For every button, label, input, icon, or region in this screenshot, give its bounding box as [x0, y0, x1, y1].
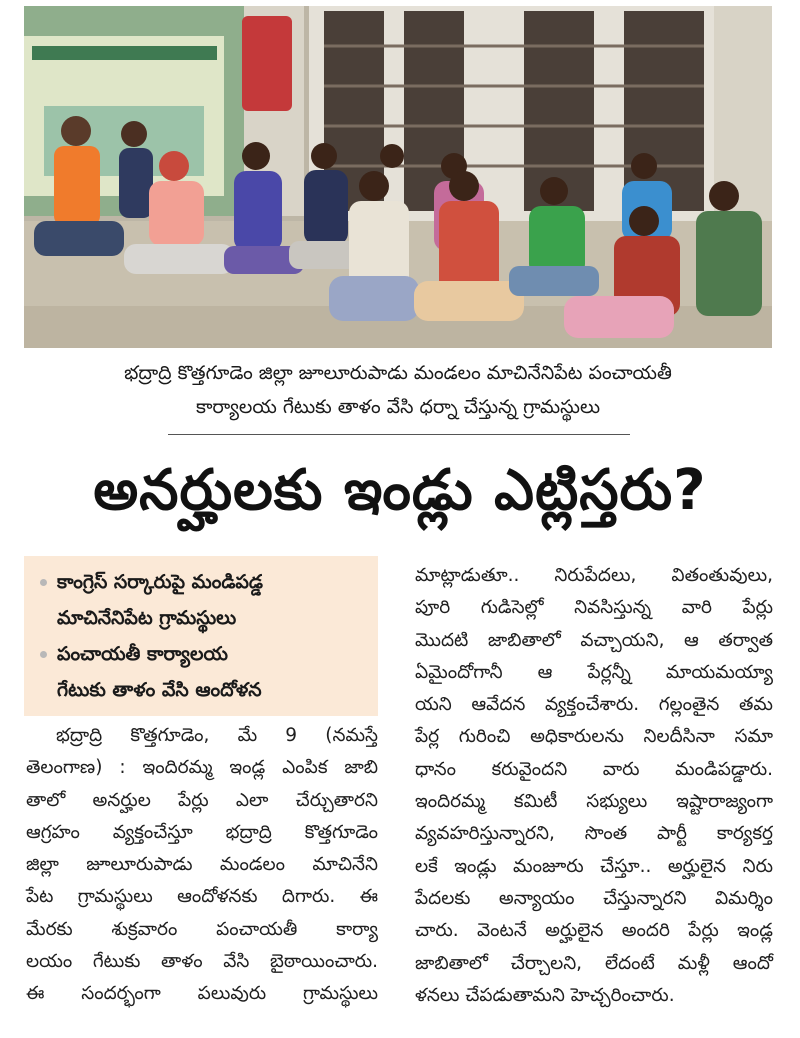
caption-line-1: భద్రాద్రి కొత్తగూడెం జిల్లా జూలూరుపాడు మండలం మాచినేనిపేట పంచాయతీ [124, 362, 672, 384]
body-line: జాబితాలో చేర్చాలని, లేదంటే మళ్లీ ఆందో [415, 952, 773, 974]
body-line: మేరకు శుక్రవారం పంచాయతీ కార్యా [26, 918, 378, 940]
body-line: తాలో అనర్హుల పేర్లు ఎలా చేర్చుతారని [26, 789, 378, 811]
caption-divider [168, 434, 630, 435]
news-photo [24, 6, 772, 348]
caption-line-2: కార్యాలయ గేటుకు తాళం వేసి ధర్నా చేస్తున్న గ్రామస్థులు [195, 396, 601, 418]
body-line: పేర్ల గురించి అధికారులను నిలదీసినా సమా [415, 726, 773, 748]
highlight-line: పంచాయతీ కార్యాలయ [57, 643, 228, 665]
body-line: పేదలకు అన్యాయం చేస్తున్నారని విమర్శిం [415, 887, 773, 909]
body-line: ఏమైందోగానీ ఆ పేర్లన్నీ మాయమయ్యా [415, 661, 773, 683]
body-line: పూరి గుడిసెల్లో నివసిస్తున్న వారి పేర్లు [415, 597, 773, 619]
highlight-item [36, 564, 372, 636]
body-line: యని ఆవేదన వ్యక్తంచేశారు. గల్లంతైన తమ [415, 694, 773, 716]
headline: అనర్హులకు ఇండ్లు ఎట్లిస్తరు? [93, 458, 707, 523]
body-line: ధానం కరువైందని వారు మండిపడ్డారు. [415, 758, 773, 780]
body-line: జిల్లా జూలూరుపాడు మండలం మాచినేని [26, 854, 378, 876]
highlight-line: గేటుకు తాళం వేసి ఆందోళన [57, 679, 262, 701]
body-line: ళనలు చేపడుతామని హెచ్చరించారు. [415, 984, 675, 1006]
body-line: చారు. వెంటనే అర్హులైన అందరి పేర్లు ఇండ్ల [415, 920, 773, 942]
highlight-line: మాచినేనిపేట గ్రామస్థులు [57, 607, 237, 629]
photo-caption [24, 356, 772, 424]
body-line: ఆగ్రహం వ్యక్తంచేస్తూ భద్రాద్రి కొత్తగూడెం [26, 821, 378, 843]
body-line: మొదటి జాబితాలో వచ్చాయని, ఆ తర్వాత [415, 629, 773, 651]
body-line: మాట్లాడుతూ.. నిరుపేదలు, వితంతువులు, [415, 565, 773, 586]
highlight-item [36, 636, 372, 708]
protest-photo-illustration [24, 6, 772, 348]
body-line: పేట గ్రామస్థులు ఆందోళనకు దిగారు. ఈ [26, 886, 378, 908]
body-line: లయం గేటుకు తాళం వేసి బైఠాయించారు. [26, 951, 378, 973]
body-line: ఇందిరమ్మ కమిటీ సభ్యులు ఇష్టారాజ్యంగా [415, 791, 773, 813]
body-line: లకే ఇండ్లు మంజూరు చేస్తూ.. అర్హులైన నిరు [415, 855, 773, 877]
body-column-left [26, 720, 378, 1011]
body-line: భద్రాద్రి కొత్తగూడెం, మే 9 (నమస్తే [56, 725, 378, 746]
bullet-icon [40, 651, 47, 658]
body-line: తెలంగాణ) : ఇందిరమ్మ ఇండ్ల ఎంపిక జాబి [26, 757, 378, 779]
bullet-icon [40, 579, 47, 586]
body-column-right [415, 560, 773, 1012]
postbox [242, 16, 292, 111]
body-line: ఈ సందర్భంగా పలువురు గ్రామస్థులు [26, 983, 378, 1005]
body-line: వ్యవహరిస్తున్నారని, సొంత పార్టీ కార్యకర్త [415, 823, 773, 845]
highlight-line: కాంగ్రెస్ సర్కారుపై మండిపడ్డ [57, 571, 263, 593]
highlights-box [24, 556, 378, 716]
